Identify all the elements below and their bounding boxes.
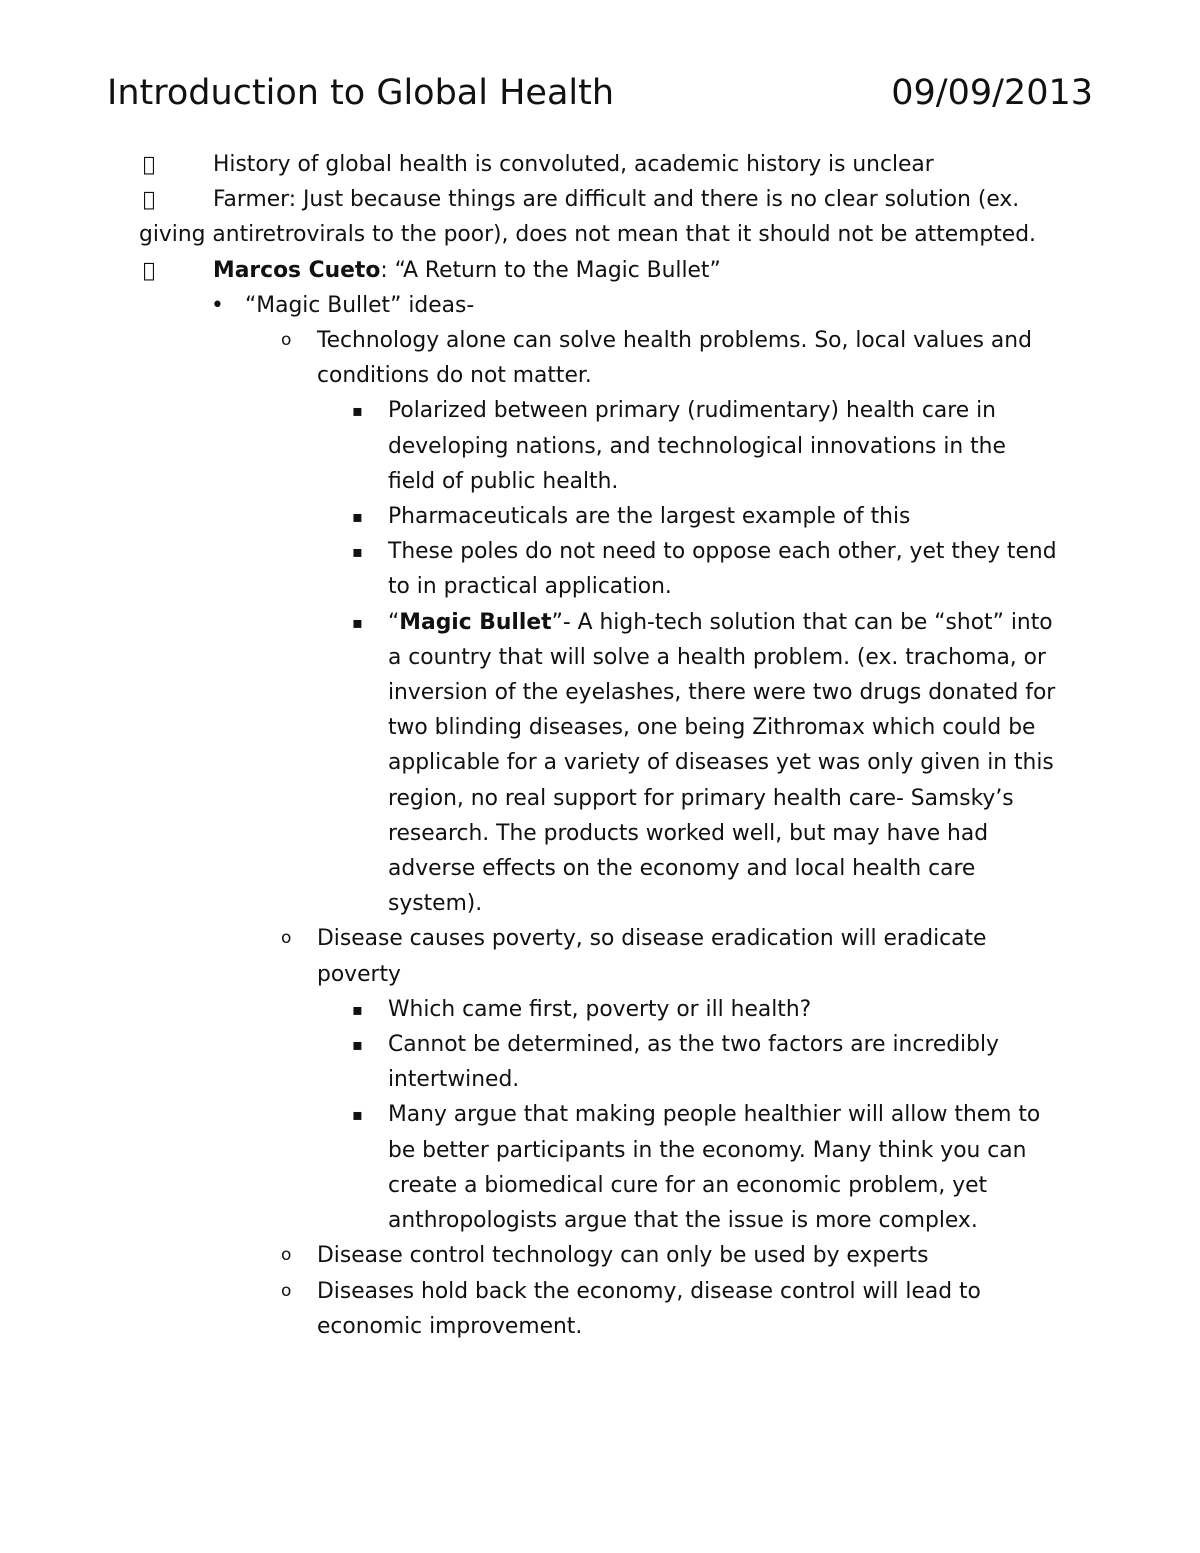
list-item-text: Pharmaceuticals are the largest example of this — [388, 504, 911, 530]
list-item-text: “Magic Bullet” ideas- — [245, 292, 475, 318]
list-item-text: Cannot be determined, as the two factors are incredibly intertwined. — [388, 1032, 999, 1093]
bullet-marker — [143, 182, 155, 217]
term-magic-bullet: Magic Bullet — [399, 609, 552, 635]
list-item — [0, 253, 1043, 288]
notes-body — [0, 147, 1200, 1344]
bullet-marker: ▪ — [352, 401, 363, 421]
bullet-marker: ▪ — [352, 612, 363, 632]
bullet-marker: • — [211, 292, 224, 318]
bullet-marker: ▪ — [352, 999, 363, 1019]
list-item — [0, 323, 1057, 393]
list-item — [0, 1097, 1058, 1238]
list-item — [0, 534, 1058, 604]
list-item — [0, 499, 1058, 534]
list-item — [0, 1238, 1057, 1273]
bullet-marker: o — [281, 928, 292, 949]
list-item-text: ”- A high-tech solution that can be “shot” into a country that will solve a health problem. (ex. trachoma, or inversion of the eyelashes, there were two drugs donated for two blinding diseases, one being Zithromax which could be applicable for a variety of diseases yet was only given in this region, no real support for primary health care- Samsky’s research. The products worked well, but may have had adverse effects on the economy and local health care system). — [388, 609, 1056, 917]
bullet-marker: ▪ — [352, 1105, 363, 1125]
list-item-text: Technology alone can solve health problems. So, local values and conditions do not matter. — [317, 328, 1032, 389]
bullet-marker: o — [281, 330, 292, 351]
bullet-marker: ▪ — [352, 1035, 363, 1055]
bullet-marker: o — [281, 1280, 292, 1301]
bullet-marker: ▪ — [352, 507, 363, 527]
list-item-text: : “A Return to the Magic Bullet” — [380, 257, 721, 283]
bullet-marker — [143, 147, 155, 182]
list-item-text: Disease control technology can only be used by experts — [317, 1243, 929, 1269]
list-item-text: These poles do not need to oppose each other, yet they tend to in practical application. — [388, 539, 1057, 600]
list-item — [0, 605, 1058, 922]
list-item — [139, 182, 1049, 252]
bullet-marker — [143, 253, 155, 288]
list-item — [0, 288, 1045, 323]
quote-open: “ — [388, 609, 400, 635]
document-date: 09/09/2013 — [891, 73, 1093, 113]
author-name: Marcos Cueto — [213, 257, 381, 283]
list-item — [0, 1027, 1058, 1097]
list-item-text: Farmer: Just because things are difficult and there is no clear solution (ex. giving antiretrovirals to the poor), does not mean that it should not be attempted. — [139, 187, 1036, 248]
list-item-text: Polarized between primary (rudimentary) health care in developing nations, and technological innovations in the field of public health. — [388, 398, 1006, 494]
list-item — [0, 921, 1057, 991]
bullet-marker: o — [281, 1245, 292, 1266]
list-item-text: History of global health is convoluted, academic history is unclear — [213, 152, 934, 177]
document-title: Introduction to Global Health — [107, 73, 615, 113]
list-item — [0, 393, 1058, 499]
list-item — [0, 992, 1058, 1027]
bullet-marker: ▪ — [352, 542, 363, 562]
list-item-text: Which came first, poverty or ill health? — [388, 996, 812, 1022]
list-item-text: Many argue that making people healthier will allow them to be better participants in the economy. Many think you can create a biomedical cure for an economic problem, yet anthropologists argue that the issue is more complex. — [388, 1102, 1041, 1234]
list-item — [0, 1274, 1057, 1344]
list-item — [0, 147, 1043, 182]
list-item-text: Disease causes poverty, so disease eradication will eradicate poverty — [317, 926, 987, 987]
list-item-text: Diseases hold back the economy, disease control will lead to economic improvement. — [317, 1278, 981, 1339]
